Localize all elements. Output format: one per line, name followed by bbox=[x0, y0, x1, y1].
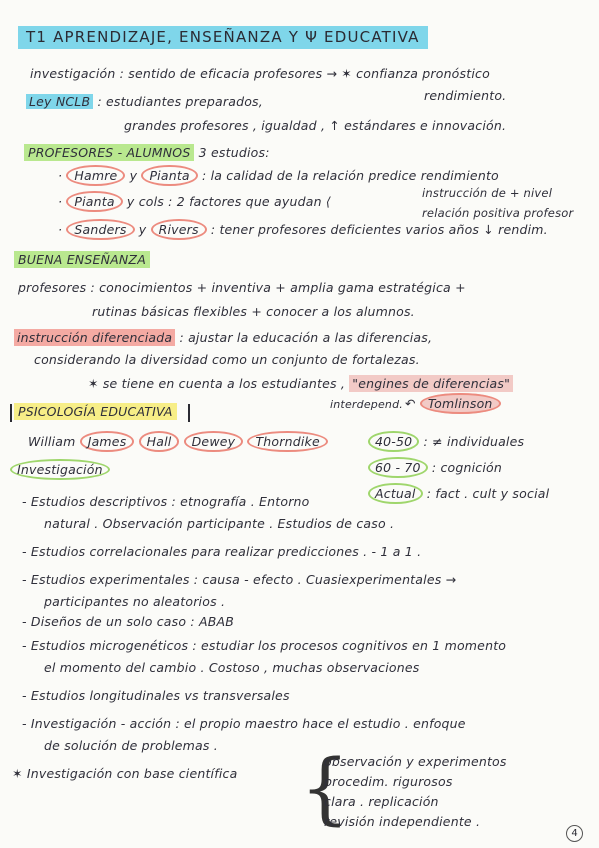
authors-line bbox=[28, 434, 328, 449]
item-solo-caso: - Diseños de un solo caso : ABAB bbox=[22, 614, 235, 629]
ley-nclb-label: Ley NCLB bbox=[26, 94, 93, 109]
intro-line-4: grandes profesores , igualdad , ↑ estándares e innovación. bbox=[124, 118, 507, 133]
and-1: y bbox=[129, 168, 138, 183]
hall-circled: Hall bbox=[139, 431, 180, 452]
profesores-heading: PROFESORES - ALUMNOS bbox=[24, 144, 194, 161]
buena-line-5-text: ✶ se tiene en cuenta a los estudiantes , bbox=[88, 376, 346, 391]
cientifica-point-1: observación y experimentos bbox=[324, 754, 507, 769]
bullet-icon: · bbox=[58, 194, 63, 209]
cientifica-point-3: clara . replicación bbox=[324, 794, 439, 809]
sanders-circled: Sanders bbox=[66, 219, 134, 240]
cientifica-label: ✶ Investigación con base científica bbox=[12, 766, 238, 781]
item-microgeneticos-2: el momento del cambio . Costoso , muchas observaciones bbox=[44, 660, 420, 675]
buena-line-2: rutinas básicas flexibles + conocer a los alumnos. bbox=[92, 304, 415, 319]
tomlinson-line bbox=[405, 396, 501, 411]
period-6070-text: : cognición bbox=[431, 460, 503, 475]
study-3-text: : tener profesores deficientes varios años ↓ rendim. bbox=[210, 222, 548, 237]
buena-line-4: considerando la diversidad como un conjunto de fortalezas. bbox=[34, 352, 420, 367]
item-investigacion-accion: - Investigación - acción : el propio maestro hace el estudio . enfoque bbox=[22, 716, 466, 731]
item-experimentales-2: participantes no aleatorios . bbox=[44, 594, 226, 609]
thorndike-circled: Thorndike bbox=[247, 431, 327, 452]
period-6070 bbox=[368, 460, 502, 475]
hamre-circled: Hamre bbox=[66, 165, 125, 186]
ley-nclb-text: : estudiantes preparados, bbox=[97, 94, 263, 109]
profesores-heading-rest: 3 estudios: bbox=[198, 145, 270, 160]
period-4050-text: : ≠ individuales bbox=[423, 434, 525, 449]
rivers-circled: Rivers bbox=[151, 219, 207, 240]
interdep-note: interdepend. bbox=[330, 398, 403, 411]
study-2 bbox=[58, 194, 331, 209]
pianta-2-circled: Pianta bbox=[66, 191, 122, 212]
intro-line-2: rendimiento. bbox=[424, 88, 507, 103]
instruccion-label: instrucción diferenciada bbox=[14, 329, 175, 346]
item-longitudinales: - Estudios longitudinales vs transversales bbox=[22, 688, 290, 703]
study-1-text: : la calidad de la relación predice rendimiento bbox=[201, 168, 499, 183]
item-investigacion-accion-2: de solución de problemas . bbox=[44, 738, 218, 753]
period-4050 bbox=[368, 434, 524, 449]
page-number: 4 bbox=[566, 825, 583, 842]
item-descriptivos-2: natural . Observación participante . Estudios de caso . bbox=[44, 516, 395, 531]
item-descriptivos: - Estudios descriptivos : etnografía . Entorno bbox=[22, 494, 310, 509]
study-1 bbox=[58, 168, 499, 183]
curly-brace-icon: { bbox=[300, 744, 350, 834]
heading-bar-right bbox=[188, 404, 190, 422]
study-2-text: y cols : 2 factores que ayudan ⟨ bbox=[126, 194, 331, 209]
buena-line-5 bbox=[88, 376, 513, 391]
engines-label: "engines de diferencias" bbox=[349, 375, 513, 392]
investigacion-line bbox=[10, 462, 110, 477]
item-correlacionales: - Estudios correlacionales para realizar predicciones . - 1 a 1 . bbox=[22, 544, 422, 559]
period-actual bbox=[368, 486, 549, 501]
instruccion-text: : ajustar la educación a las diferencias, bbox=[179, 330, 433, 345]
psico-heading: PSICOLOGÍA EDUCATIVA bbox=[14, 403, 177, 420]
study-2-right-2: relación positiva profesor bbox=[422, 206, 574, 220]
intro-line-3 bbox=[26, 94, 263, 109]
page-title: T1 APRENDIZAJE, ENSEÑANZA Y Ψ EDUCATIVA bbox=[18, 26, 428, 49]
buena-heading-line bbox=[14, 252, 150, 267]
intro-line-1: investigación : sentido de eficacia profesores → ✶ confianza pronóstico bbox=[30, 66, 490, 81]
james-circled: James bbox=[80, 431, 135, 452]
item-experimentales: - Estudios experimentales : causa - efecto . Cuasiexperimentales → bbox=[22, 572, 457, 587]
instruccion-line bbox=[14, 330, 432, 345]
bullet-icon: · bbox=[58, 168, 63, 183]
item-microgeneticos: - Estudios microgenéticos : estudiar los procesos cognitivos en 1 momento bbox=[22, 638, 507, 653]
pianta-circled: Pianta bbox=[141, 165, 197, 186]
study-3 bbox=[58, 222, 548, 237]
and-3: y bbox=[138, 222, 147, 237]
curved-arrow-icon: ↶ bbox=[405, 396, 416, 411]
investigacion-circled: Investigación bbox=[10, 459, 110, 480]
cientifica-point-2: procedim. rigurosos bbox=[324, 774, 453, 789]
period-6070-circled: 60 - 70 bbox=[368, 457, 428, 478]
william-label: William bbox=[28, 434, 76, 449]
dewey-circled: Dewey bbox=[184, 431, 244, 452]
tomlinson-circled: Tomlinson bbox=[420, 393, 501, 414]
buena-heading: BUENA ENSEÑANZA bbox=[14, 251, 150, 268]
cientifica-point-4: revisión independiente . bbox=[324, 814, 481, 829]
psico-heading-line bbox=[14, 404, 177, 419]
profesores-heading-line bbox=[24, 145, 270, 160]
buena-line-1: profesores : conocimientos + inventiva + amplia gama estratégica + bbox=[18, 280, 466, 295]
study-2-right-1: instrucción de + nivel bbox=[422, 186, 553, 200]
period-actual-circled: Actual bbox=[368, 483, 423, 504]
period-4050-circled: 40-50 bbox=[368, 431, 419, 452]
heading-bar-left bbox=[10, 404, 12, 422]
bullet-icon: · bbox=[58, 222, 63, 237]
period-actual-text: : fact . cult y social bbox=[426, 486, 550, 501]
